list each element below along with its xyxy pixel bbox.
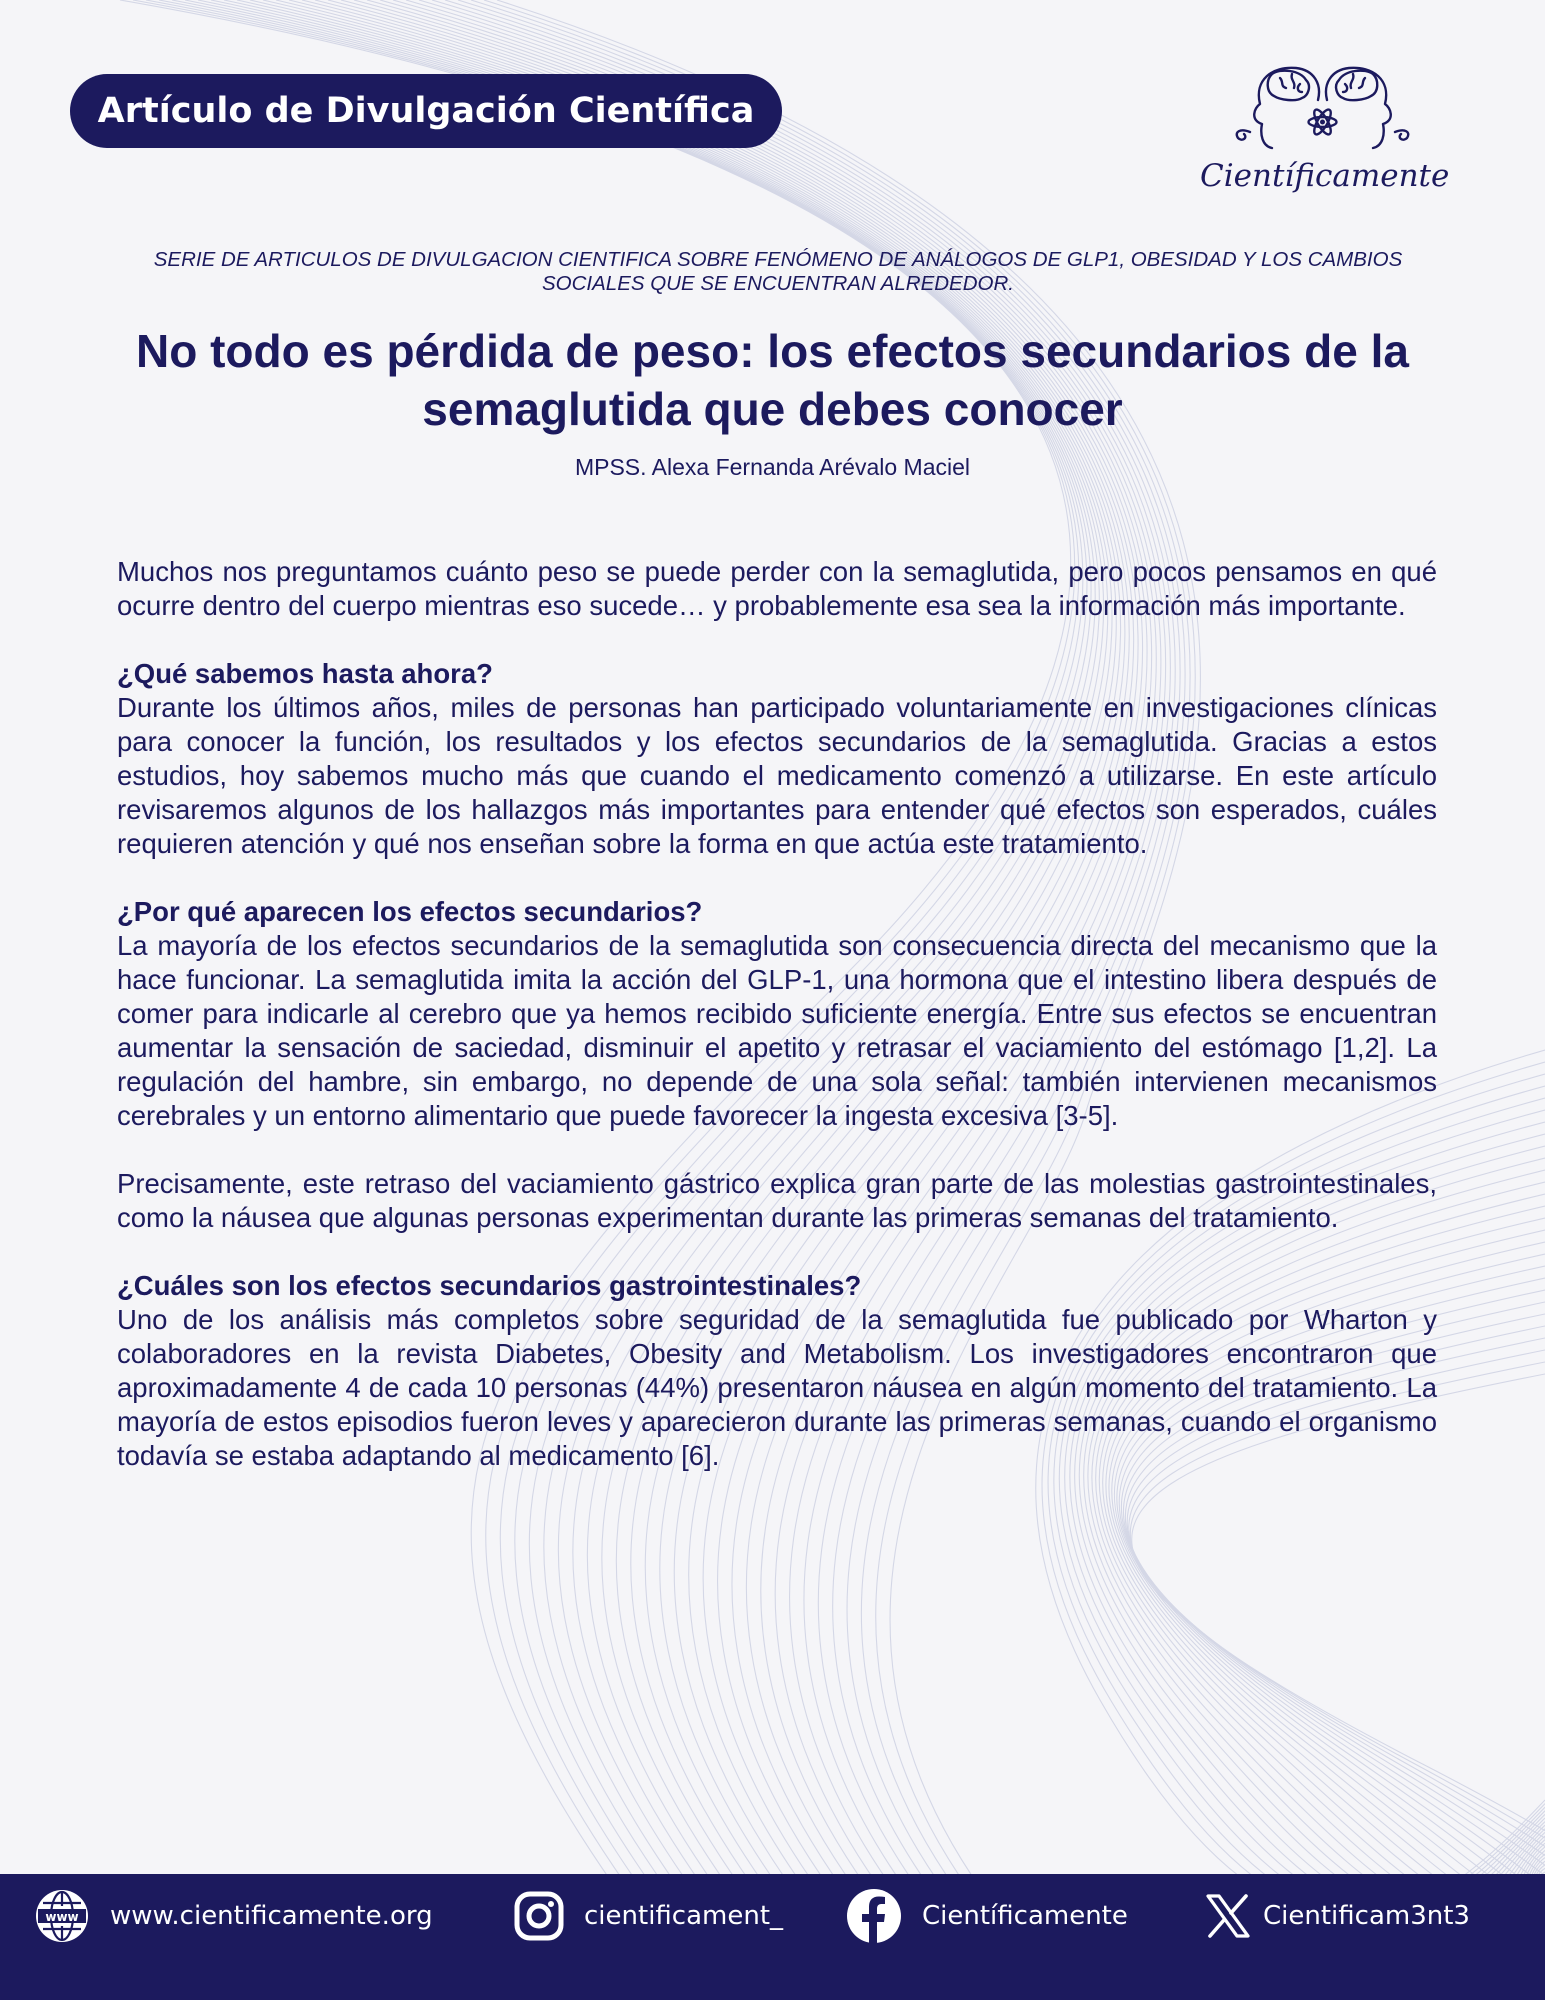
section-paragraph: Durante los últimos años, miles de personas han participado voluntariamente en investigaciones clínicas para conocer la función, los resultados y los efectos secundarios de la semaglutida. Gracias a estos estudios, hoy sabemos mucho más que cuando el medicamento comenzó a utilizarse. En este artículo revisaremos algunos de los hallazgos más importantes para entender qué efectos son esperados, cuáles requieren atención y qué nos enseñan sobre la forma en que actúa este tratamiento. [117,692,1437,859]
footer-x-text: Cientificam3nt3 [1263,1901,1470,1931]
section-paragraph: Uno de los análisis más completos sobre seguridad de la semaglutida fue publicado por Wharton y colaboradores en la revista Diabetes, Obesity and Metabolism. Los investigadores encontraron que aproximadamente 4 de cada 10 personas (44%) presentaron náusea en algún momento del tratamiento. La mayoría de estos episodios fueron leves y aparecieron durante las primeras semanas, cuando el organismo todavía se estaba adaptando al medicamento [6]. [117,1304,1437,1471]
series-subtitle: SERIE DE ARTICULOS DE DIVULGACION CIENTIFICA SOBRE FENÓMENO DE ANÁLOGOS DE GLP1, OBESIDAD Y LOS CAMBIOS SOCIALES QUE SE ENCUENTRAN ALREDEDOR. [153,248,1403,295]
facebook-icon [846,1888,902,1944]
footer-instagram-text: cientificament_ [584,1901,784,1931]
two-heads-with-brains-atom-icon [1210,60,1435,160]
article-title: No todo es pérdida de peso: los efectos secundarios de la semaglutida que debes conocer [136,325,1409,435]
instagram-icon [514,1891,564,1941]
section-heading: ¿Por qué aparecen los efectos secundarios? [117,896,703,927]
section-paragraph: La mayoría de los efectos secundarios de la semaglutida son consecuencia directa del mecanismo que la hace funcionar. La semaglutida imita la acción del GLP-1, una hormona que el intestino libera después de comer para indicarle al cerebro que ya hemos recibido suficiente energía. Entre sus efectos se encuentran aumentar la sensación de saciedad, disminuir el apetito y retrasar el vaciamiento del estómago [1,2]. La regulación del hambre, sin embargo, no depende de una sola señal: también intervienen mecanismos cerebrales y un entorno alimentario que puede favorecer la ingesta excesiva [3-5]. [117,930,1437,1131]
category-badge: Artículo de Divulgación Científica [70,74,782,148]
footer-facebook-text: Científicamente [922,1901,1128,1931]
footer-instagram-link[interactable] [514,1874,783,1958]
footer-x-link[interactable] [1205,1874,1470,1958]
article-body [117,555,1437,1473]
svg-text:www: www [45,1910,79,1924]
globe-www-icon [34,1888,90,1944]
brand-logo [1200,60,1450,210]
intro-paragraph: Muchos nos preguntamos cuánto peso se puede perder con la semaglutida, pero pocos pensamos en qué ocurre dentro del cuerpo mientras eso sucede… y probablemente esa sea la información más importante. [117,556,1437,621]
section-heading: ¿Cuáles son los efectos secundarios gastrointestinales? [117,1270,862,1301]
section-paragraph: Precisamente, este retraso del vaciamiento gástrico explica gran parte de las molestias gastrointestinales, como la náusea que algunas personas experimentan durante las primeras semanas del tratamiento. [117,1168,1437,1233]
footer-website-link[interactable] [34,1874,433,1958]
section-heading: ¿Qué sabemos hasta ahora? [117,658,493,689]
article-author: MPSS. Alexa Fernanda Arévalo Maciel [574,454,971,480]
footer-bar [0,1874,1545,2000]
footer-facebook-link[interactable] [846,1874,1128,1958]
x-logo-icon [1205,1893,1251,1939]
brand-logo-name: Científicamente [1200,158,1450,194]
footer-website-text: www.cientificamente.org [110,1901,433,1931]
